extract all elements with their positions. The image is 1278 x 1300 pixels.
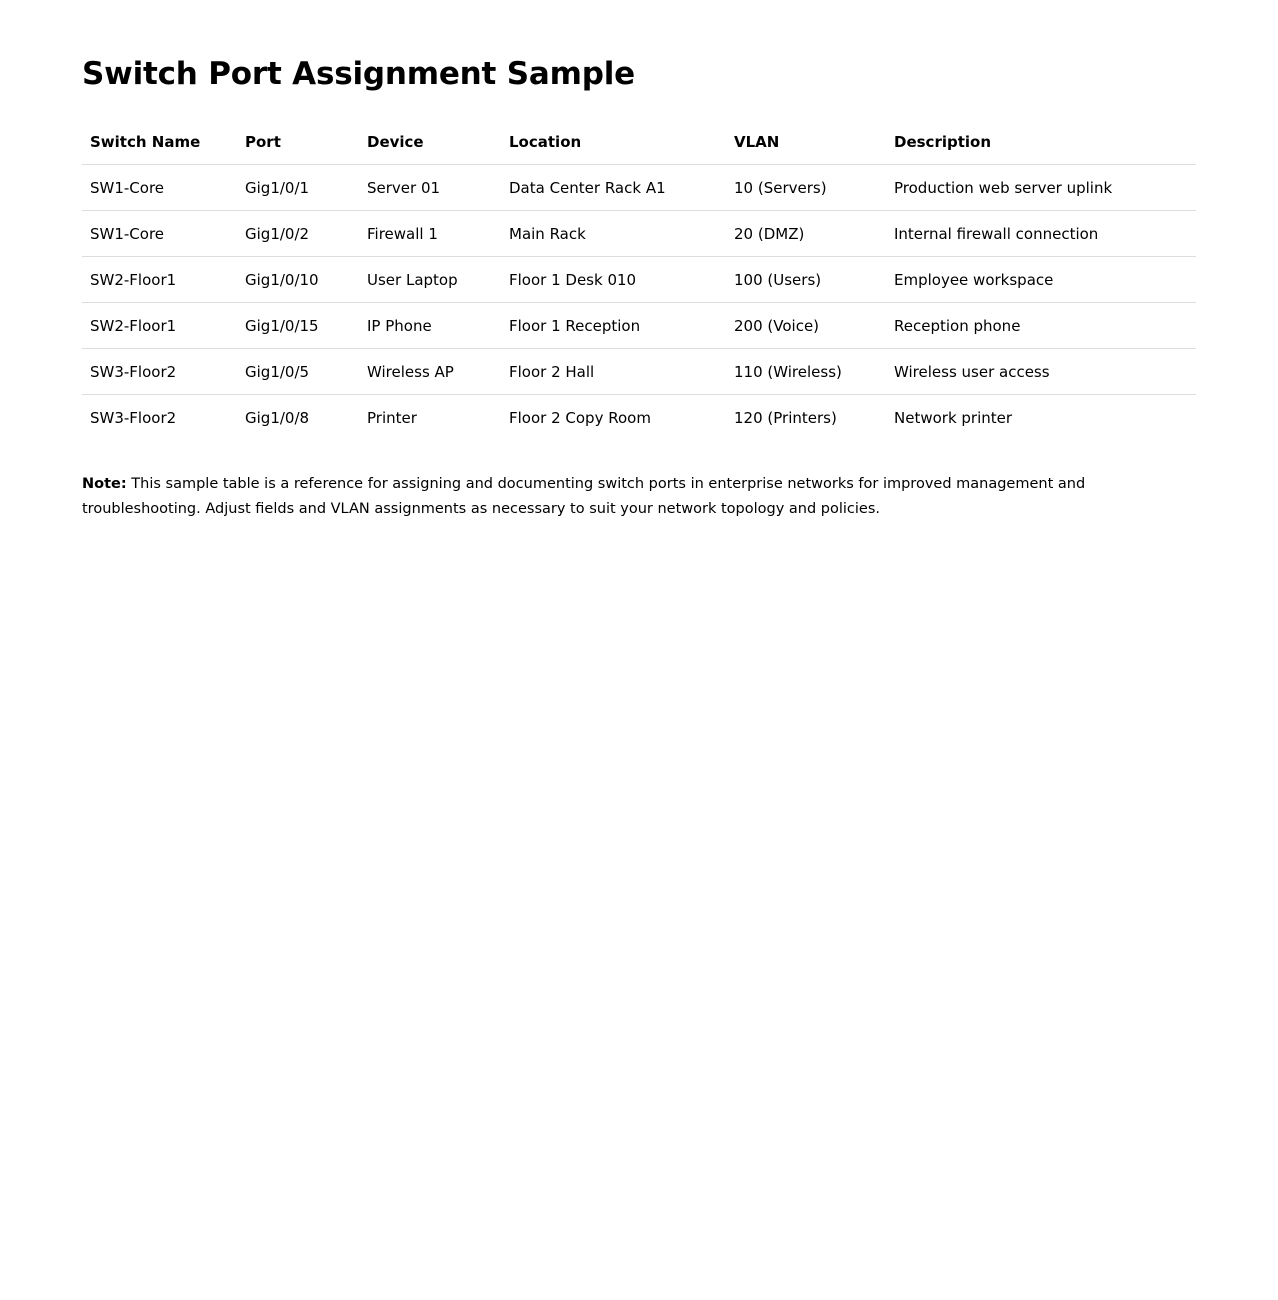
header-device: Device [367,133,424,151]
cell-device: Wireless AP [367,362,454,381]
table-row [82,303,1196,349]
cell-switch-name: SW2-Floor1 [90,270,177,289]
switch-port-table [82,120,1196,440]
cell-switch-name: SW1-Core [90,178,165,197]
cell-device: Printer [367,408,417,427]
header-port: Port [245,133,281,151]
cell-vlan: 110 (Wireless) [734,362,842,381]
header-description: Description [894,133,992,151]
table-row [82,165,1196,211]
note-label: Note: [82,476,127,492]
cell-vlan: 120 (Printers) [734,408,837,427]
table-row [82,257,1196,303]
cell-port: Gig1/0/15 [245,316,319,335]
cell-device: IP Phone [367,316,432,335]
cell-switch-name: SW3-Floor2 [90,362,177,381]
cell-port: Gig1/0/1 [245,178,310,197]
table-row [82,349,1196,395]
header-vlan: VLAN [734,133,780,151]
cell-switch-name: SW2-Floor1 [90,316,177,335]
note-text: This sample table is a reference for assigning and documenting switch ports in enterprise networks for improved management and troubleshooting. Adjust fields and VLAN assignments as necessary to suit your network topology and policies. [82,476,1086,517]
cell-location: Floor 1 Reception [509,316,641,335]
cell-port: Gig1/0/10 [245,270,319,289]
cell-location: Floor 2 Hall [509,362,595,381]
cell-vlan: 10 (Servers) [734,178,827,197]
cell-switch-name: SW3-Floor2 [90,408,177,427]
cell-description: Network printer [894,408,1013,427]
header-switch-name: Switch Name [90,133,201,151]
header-location: Location [509,133,582,151]
cell-device: Server 01 [367,178,441,197]
table-header-row [82,120,1196,165]
cell-description: Wireless user access [894,362,1050,381]
page-title: Switch Port Assignment Sample [82,56,635,92]
cell-location: Main Rack [509,224,586,243]
cell-device: Firewall 1 [367,224,438,243]
note-paragraph [82,472,1196,522]
cell-location: Floor 1 Desk 010 [509,270,637,289]
cell-location: Floor 2 Copy Room [509,408,651,427]
table-row [82,211,1196,257]
cell-vlan: 100 (Users) [734,270,822,289]
cell-vlan: 20 (DMZ) [734,224,805,243]
cell-port: Gig1/0/8 [245,408,310,427]
cell-switch-name: SW1-Core [90,224,165,243]
cell-description: Reception phone [894,316,1021,335]
cell-port: Gig1/0/5 [245,362,310,381]
cell-location: Data Center Rack A1 [509,178,666,197]
cell-port: Gig1/0/2 [245,224,310,243]
table-row [82,395,1196,441]
cell-description: Production web server uplink [894,178,1113,197]
cell-vlan: 200 (Voice) [734,316,820,335]
cell-description: Employee workspace [894,270,1054,289]
cell-description: Internal firewall connection [894,224,1099,243]
cell-device: User Laptop [367,270,458,289]
